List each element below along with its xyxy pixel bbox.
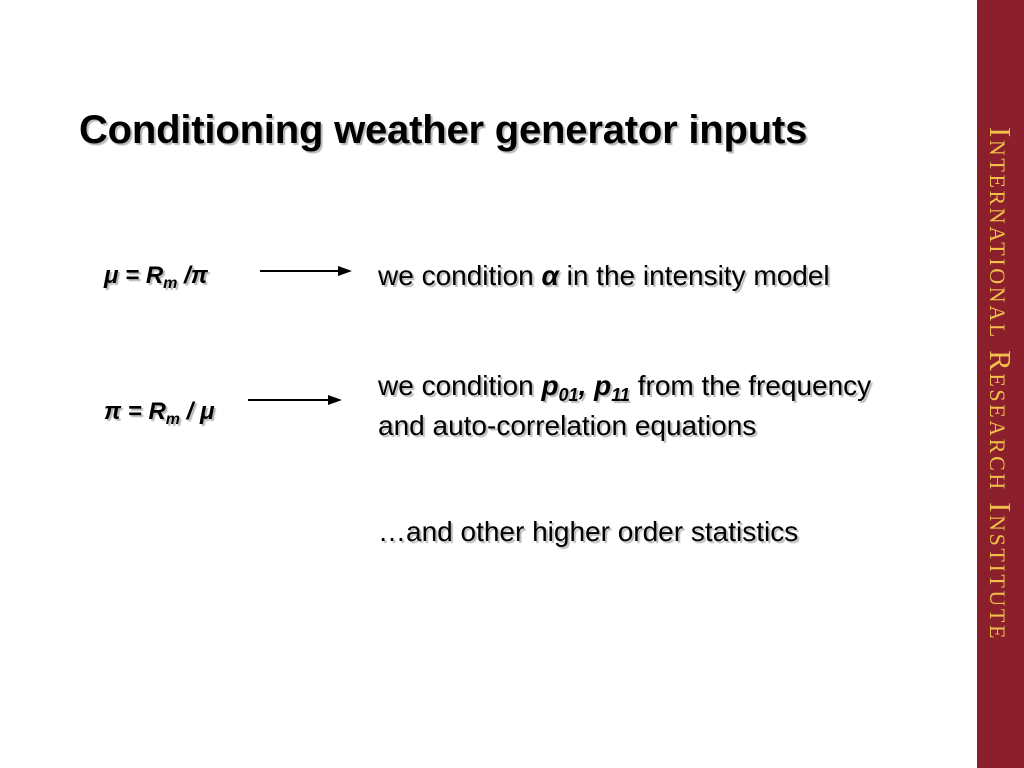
formula-mu-subscript: m (163, 275, 178, 292)
description-alpha-post: in the intensity model (558, 260, 830, 291)
arrow-right-icon (258, 263, 354, 279)
alpha-symbol: α (541, 260, 559, 291)
p01-symbol: p (541, 370, 559, 401)
formula-pi-subscript: m (165, 411, 181, 428)
description-alpha-pre: we condition (378, 260, 542, 291)
formula-pi-lhs: π = R (104, 398, 166, 425)
p-separator: , (578, 370, 595, 401)
slide-title: Conditioning weather generator inputs (79, 108, 808, 152)
description-p-pre: we condition (378, 370, 542, 401)
higher-order-statistics-note: …and other higher order statistics (378, 516, 799, 547)
p11-symbol: p (594, 370, 612, 401)
description-transition-probabilities (378, 366, 898, 446)
formula-pi-rhs: / μ (180, 398, 215, 425)
institute-name: International Research Institute (983, 127, 1018, 641)
sidebar-branding (977, 0, 1024, 768)
formula-mu-rhs: /π (177, 262, 208, 289)
formula-mu (104, 262, 208, 290)
arrow-right-icon (246, 392, 346, 408)
formula-pi (104, 398, 215, 426)
description-alpha (378, 256, 898, 296)
p01-subscript: 01 (558, 385, 579, 405)
description-p-post: from the frequency and auto-correlation equations (378, 370, 872, 441)
formula-mu-lhs: μ = R (104, 262, 164, 289)
p11-subscript: 11 (611, 385, 630, 405)
